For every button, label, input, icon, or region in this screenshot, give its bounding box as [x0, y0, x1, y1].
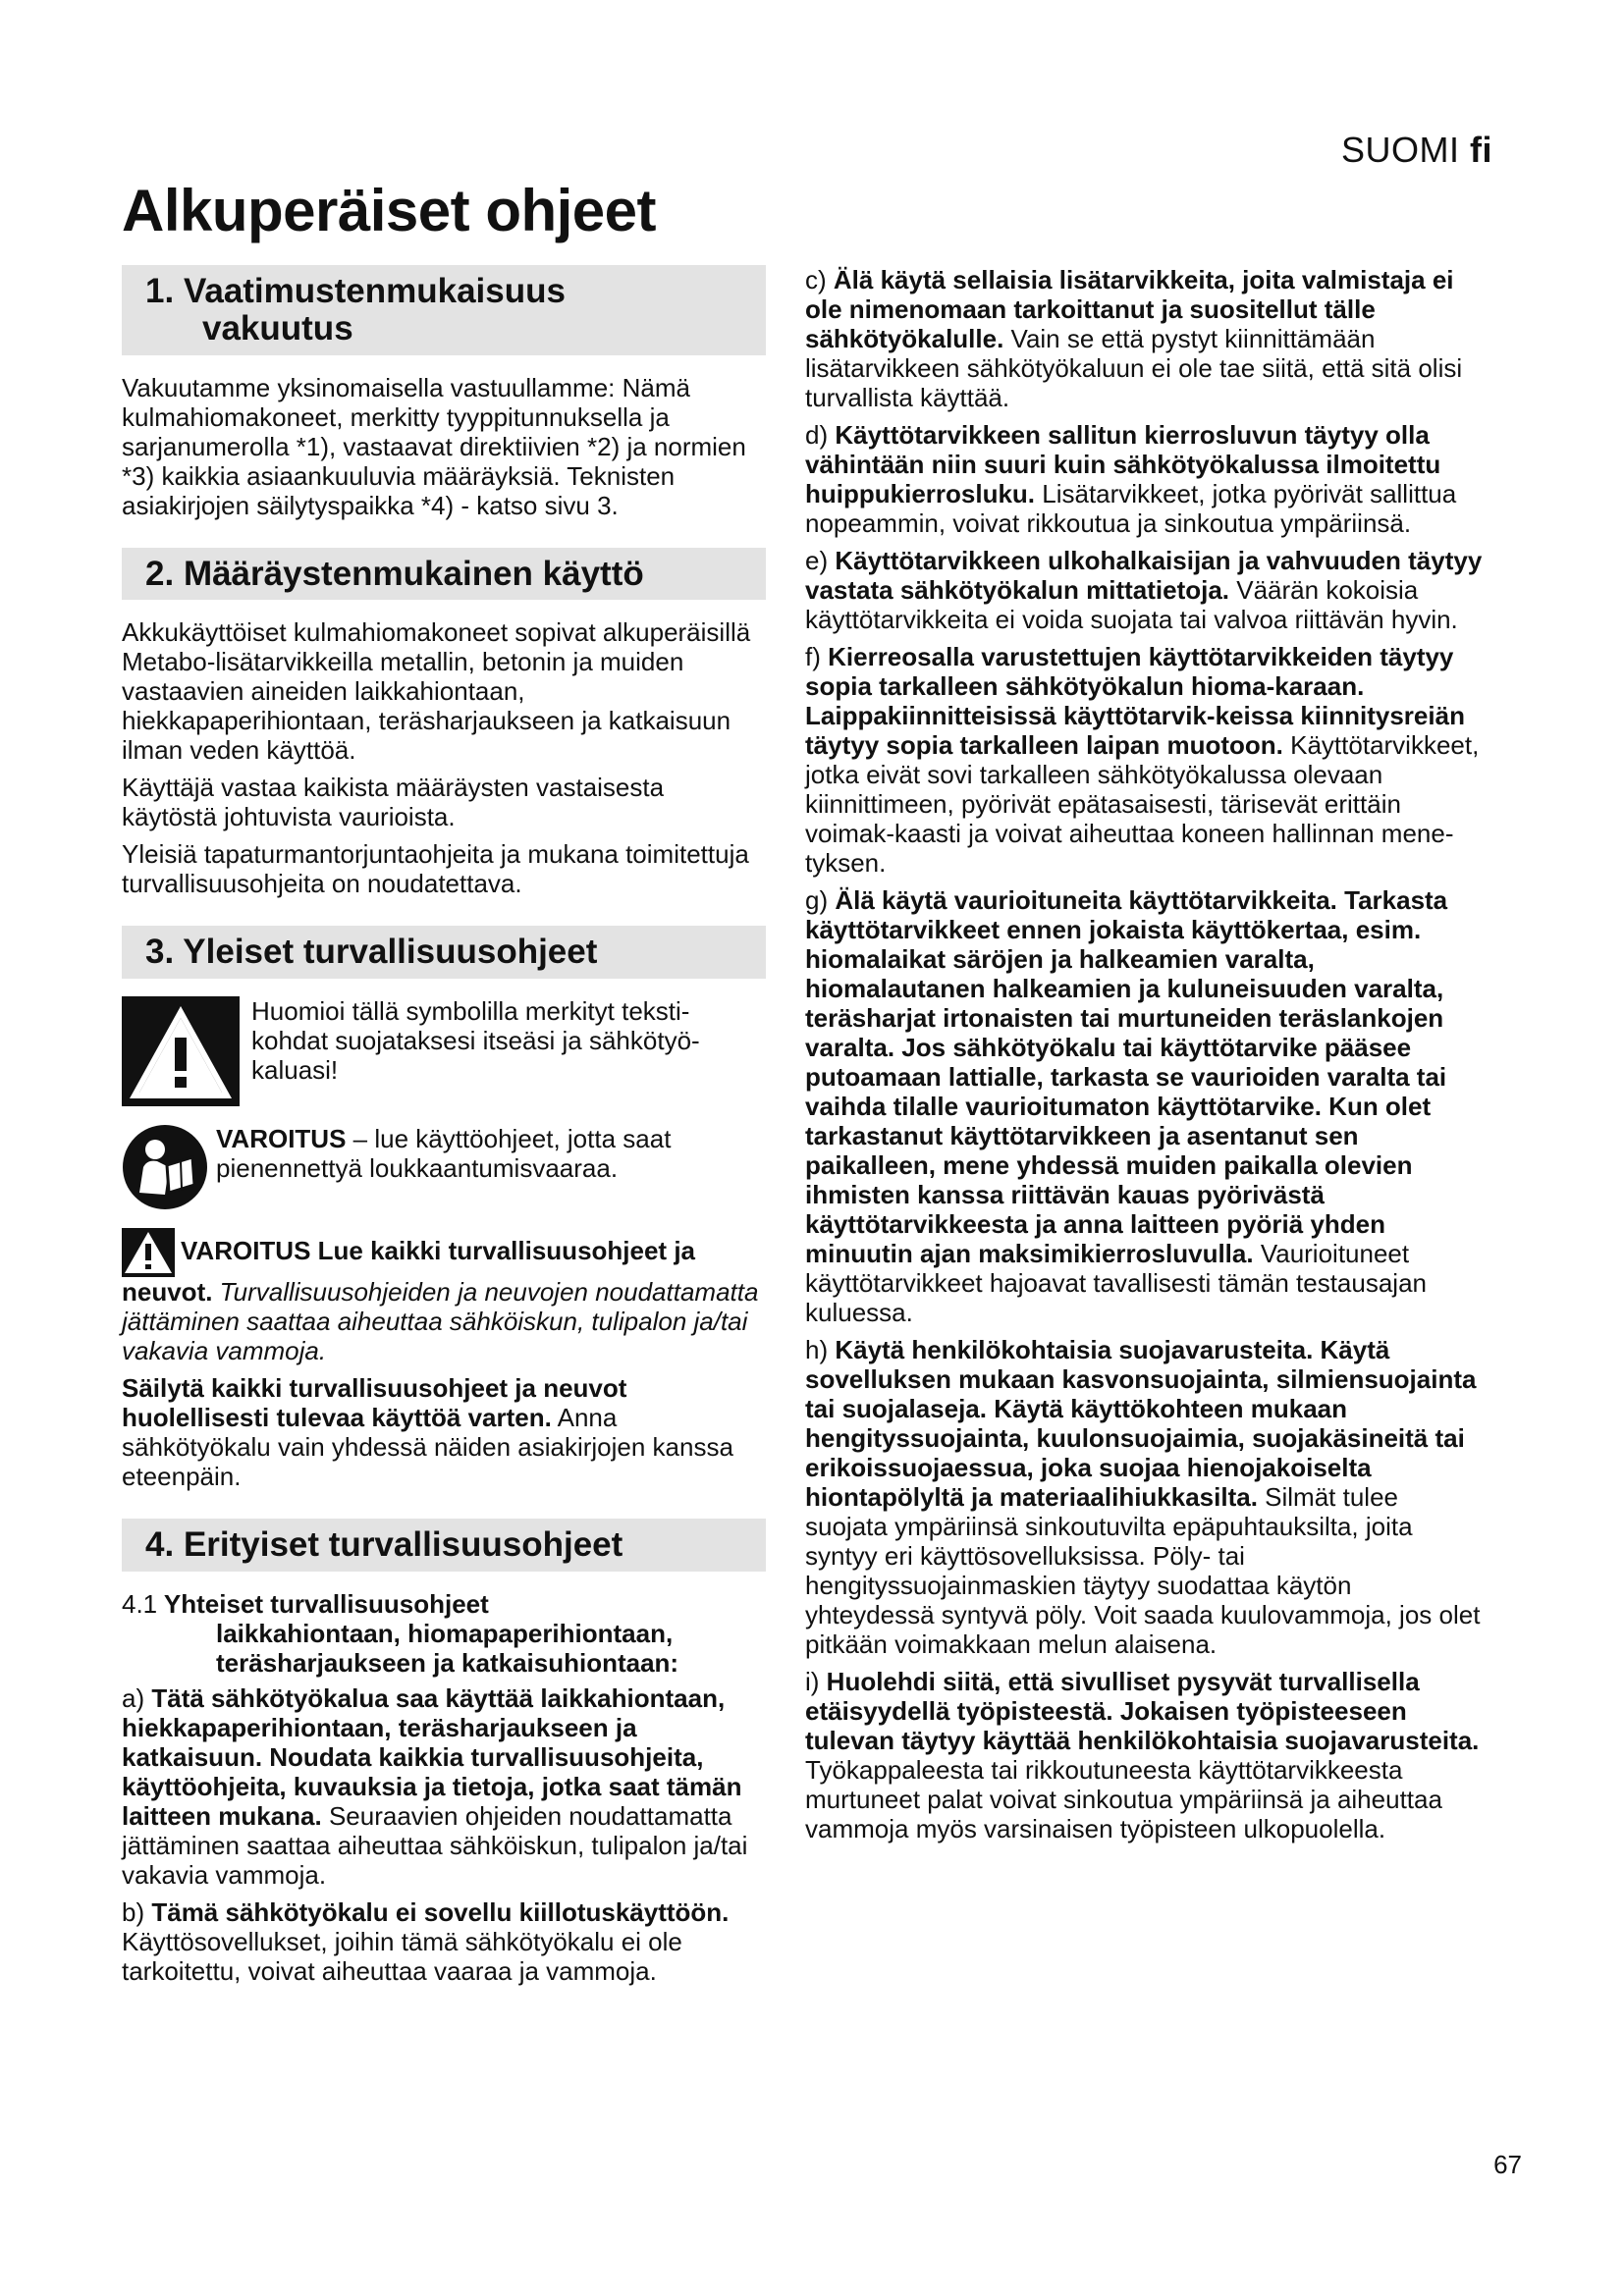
section-1-number: 1. — [145, 272, 175, 310]
section-1-heading — [122, 265, 766, 355]
item-d-label: d) — [805, 420, 829, 450]
language-code: fi — [1470, 130, 1492, 170]
item-e-bold: Käyttötarvikkeen ulkohalkaisijan ja vahvuuden täytyy vastata sähkötyökalun mittatietoja. — [805, 546, 1483, 605]
item-c — [805, 265, 1483, 412]
varoitus-body: – lue käyttöohjeet, jotta saat pienennettyä loukkaantumisvaaraa. — [216, 1124, 672, 1184]
read-manual-text — [216, 1124, 766, 1183]
subsection-4-1-heading — [122, 1589, 766, 1678]
right-column — [805, 265, 1483, 1851]
item-f-label: f) — [805, 642, 821, 671]
language-name: SUOMI — [1340, 130, 1460, 170]
section-2-heading — [122, 548, 766, 601]
section-3-heading — [122, 926, 766, 979]
item-e — [805, 546, 1483, 634]
item-b-bold: Tämä sähkötyökalu ei sovellu kiillotuskäyttöön. — [144, 1896, 730, 1927]
section-3-title: Yleiset turvallisuusohjeet — [183, 933, 598, 972]
item-g — [805, 885, 1483, 1327]
read-all-warning-italic: Turvallisuusohjeiden ja neuvojen noudattamatta jättäminen saattaa aiheuttaa sähköiskun, tulipalon ja/tai vakavia vammoja. — [122, 1277, 759, 1366]
item-a-label: a) — [122, 1682, 145, 1713]
section-4-title: Erityiset turvallisuusohjeet — [183, 1525, 623, 1565]
item-g-label: g) — [805, 885, 829, 915]
subsection-4-1-number: 4.1 — [122, 1588, 158, 1619]
item-g-text: Vaurioituneet käyttötarvikkeet hajoavat tavallisesti tämän testausajan kuluessa. — [805, 1239, 1428, 1327]
item-a — [122, 1683, 766, 1890]
read-all-warning-bold: VAROITUS Lue kaikki turvallisuusohjeet ja neuvot. — [122, 1236, 695, 1308]
item-h-text: Silmät tulee suojata ympäriinsä sinkoutuvilta epäpuhtauksilta, joita syntyy eri käyttösovelluksissa. Pöly- tai hengityssuojainmaskien täytyy suodattaa käytön yhteydessä syntyvä pöly. Voit saada kuulovammoja, jos olet pitkään voimakkaan melun alaisena. — [805, 1482, 1481, 1659]
item-e-text: Väärän kokoisia käyttötarvikkeita ei voida suojata tai valvoa riittävän hyvin. — [805, 575, 1458, 634]
section-2-paragraph-2: Käyttäjä vastaa kaikista määräysten vastaisesta käytöstä johtuvista vaurioista. — [122, 773, 665, 832]
item-e-label: e) — [805, 546, 829, 575]
section-3-number: 3. — [145, 933, 175, 972]
item-b — [122, 1897, 766, 1986]
item-h-bold: Käytä henkilökohtaisia suojavarusteita. Käytä sovelluksen mukaan kasvonsuojainta, silmiensuojainta tai suojalaseja. Käytä käyttökohteen mukaan hengityssuojainta, kuulonsuojaimia, suojakäsineitä tai erikoissuojaessua, joka suojaa hienojakoiselta hiontapölyltä ja materiaalihiukkasilta. — [805, 1335, 1477, 1512]
section-1-paragraph: Vakuutamme yksinomaisella vastuullamme: Nämä kulmahiomakoneet, merkitty tyyppitunnuksella ja sarjanumerolla *1), vastaavat direktiivien *2) ja normien *3) kaikkia asiaankuuluvia määräyksiä. Teknisten asiakirjojen säilytyspaikka *4) - katso sivu 3. — [122, 372, 746, 520]
item-i-label: i) — [805, 1667, 820, 1696]
varoitus-label: VAROITUS — [216, 1124, 347, 1154]
item-f — [805, 642, 1483, 878]
item-a-bold: Tätä sähkötyökalua saa käyttää laikkahiontaan, hiekkapaperihiontaan, teräsharjaukseen ja katkaisuun. Noudata kaikkia turvallisuusohjeita, käyttöohjeita, kuvauksia ja tietoja, jotka saat tämän laitteen mukana. — [122, 1682, 742, 1831]
item-b-label: b) — [122, 1896, 145, 1927]
left-column — [122, 265, 766, 1994]
page-title: Alkuperäiset ohjeet — [122, 178, 657, 243]
warning-triangle-icon — [122, 996, 240, 1106]
item-i — [805, 1667, 1483, 1843]
item-a-text: Seuraavien ohjeiden noudattamatta jättäminen saattaa aiheuttaa sähköiskun, tulipalon ja/tai vakavia vammoja. — [122, 1800, 748, 1890]
item-d — [805, 420, 1483, 538]
warning-symbol-note — [122, 996, 766, 1110]
section-1-title-line1: Vaatimustenmukaisuus — [183, 272, 566, 310]
keep-instructions-text: Anna sähkötyökalu vain yhdessä näiden asiakirjojen kanssa eteenpäin. — [122, 1403, 733, 1492]
section-2-paragraph-1: Akkukäyttöiset kulmahiomakoneet sopivat alkuperäisillä Metabo-lisätarvikkeilla metallin, betonin ja muiden vastaavien aineiden laikkahiontaan, hiekkapaperihiontaan, teräsharjaukseen ja katkaisuun ilman veden käyttöä. — [122, 617, 751, 766]
item-h-label: h) — [805, 1335, 829, 1364]
item-i-text: Työkappaleesta tai rikkoutuneesta käyttötarvikkeesta murtuneet palat voivat sinkoutua ympäriinsä ja aiheuttaa vammoja myös varsinaisen työpisteen ulkopuolella. — [805, 1755, 1442, 1843]
item-d-text: Lisätarvikkeet, jotka pyörivät sallittua nopeammin, voivat rikkoutua ja sinkoutua ympäriinsä. — [805, 479, 1457, 538]
subsection-4-1-line3: teräsharjaukseen ja katkaisuhiontaan: — [216, 1647, 679, 1678]
section-2-paragraph-3: Yleisiä tapaturmantorjuntaohjeita ja mukana toimitettuja turvallisuusohjeita on noudatettava. — [122, 839, 749, 899]
item-h — [805, 1335, 1483, 1659]
item-b-text: Käyttösovellukset, joihin tämä sähkötyökalu ei ole tarkoitettu, voivat aiheuttaa vaaraa ja vammoja. — [122, 1926, 682, 1986]
section-4-heading — [122, 1519, 766, 1572]
warning-symbol-text: Huomioi tällä symbolilla merkityt teksti-kohdat suojataksesi itseäsi ja sähkötyö-kaluasi! — [251, 996, 700, 1086]
read-manual-icon — [122, 1124, 208, 1210]
read-all-warning — [122, 1228, 766, 1365]
read-manual-warning — [122, 1124, 766, 1214]
item-c-text: Vain se että pystyt kiinnittämään lisätarvikkeen sähkötyökaluun ei ole tae siitä, että sitä olisi turvallista käyttää. — [805, 324, 1463, 412]
keep-instructions — [122, 1373, 766, 1491]
section-1-title-line2: vakuutus — [202, 308, 353, 347]
item-f-text: Käyttötarvikkeet, jotka eivät sovi tarkalleen sähkötyökalussa olevaan kiinnittimeen, pyörivät epätasaisesti, tärisevät erittäin voimak-kaasti ja voivat aiheuttaa koneen hallinnan mene-tyksen. — [805, 730, 1480, 878]
item-i-bold: Huolehdi siitä, että sivulliset pysyvät turvallisella etäisyydellä työpisteestä. Jokaisen työpisteeseen tulevan täytyy käyttää henkilökohtaisia suojavarusteita. — [805, 1667, 1480, 1755]
subsection-4-1-line2: laikkahiontaan, hiomapaperihiontaan, — [216, 1618, 674, 1648]
item-d-bold: Käyttötarvikkeen sallitun kierrosluvun täytyy olla vähintään niin suuri kuin sähkötyökalussa ilmoitettu huippukierrosluku. — [805, 420, 1441, 508]
item-g-bold: Älä käytä vaurioituneita käyttötarvikkeita. Tarkasta käyttötarvikkeet ennen jokaista käyttökertaa, esim. hiomalaikat säröjen ja halkeamien varalta, hiomalautanen halkeamien ja kuluneisuuden varalta, teräsharjat irtonaisten tai murtuneiden teräslankojen varalta. Jos sähkötyökalu tai käyttötarvike pääsee putoamaan lattialle, tarkasta se vaurioiden varalta tai vaihda tilalle vaurioitumaton käyttötarvike. Kun olet tarkastanut käyttötarvikkeen ja asentanut sen paikalleen, mene yhdessä muiden paikalla olevien ihmisten kanssa riittävän kauas pyörivästä käyttötarvikkeesta ja anna laitteen pyöriä yhden minuutin ajan maksimikierrosluvulla. — [805, 885, 1448, 1268]
small-warning-triangle-icon — [122, 1228, 175, 1277]
item-c-label: c) — [805, 265, 827, 294]
section-2-number: 2. — [145, 554, 175, 593]
section-4-number: 4. — [145, 1525, 175, 1565]
page-number: 67 — [1493, 2150, 1522, 2179]
item-c-bold: Älä käytä sellaisia lisätarvikkeita, joita valmistaja ei ole nimenomaan tarkoittanut ja suositellut tälle sähkötyökalulle. — [805, 265, 1454, 353]
keep-instructions-bold: Säilytä kaikki turvallisuusohjeet ja neuvot huolellisesti tulevaa käyttöä varten. — [122, 1373, 627, 1433]
section-2-title: Määräystenmukainen käyttö — [183, 554, 644, 593]
language-label — [1341, 130, 1492, 171]
subsection-4-1-line1: Yhteiset turvallisuusohjeet — [163, 1588, 489, 1619]
item-f-bold: Kierreosalla varustettujen käyttötarvikkeiden täytyy sopia tarkalleen sähkötyökalun hioma-karaan. Laippakiinnitteisissä käyttötarvik-keissa kiinnitysreiän täytyy sopia tarkalleen laipan muotoon. — [805, 642, 1465, 760]
